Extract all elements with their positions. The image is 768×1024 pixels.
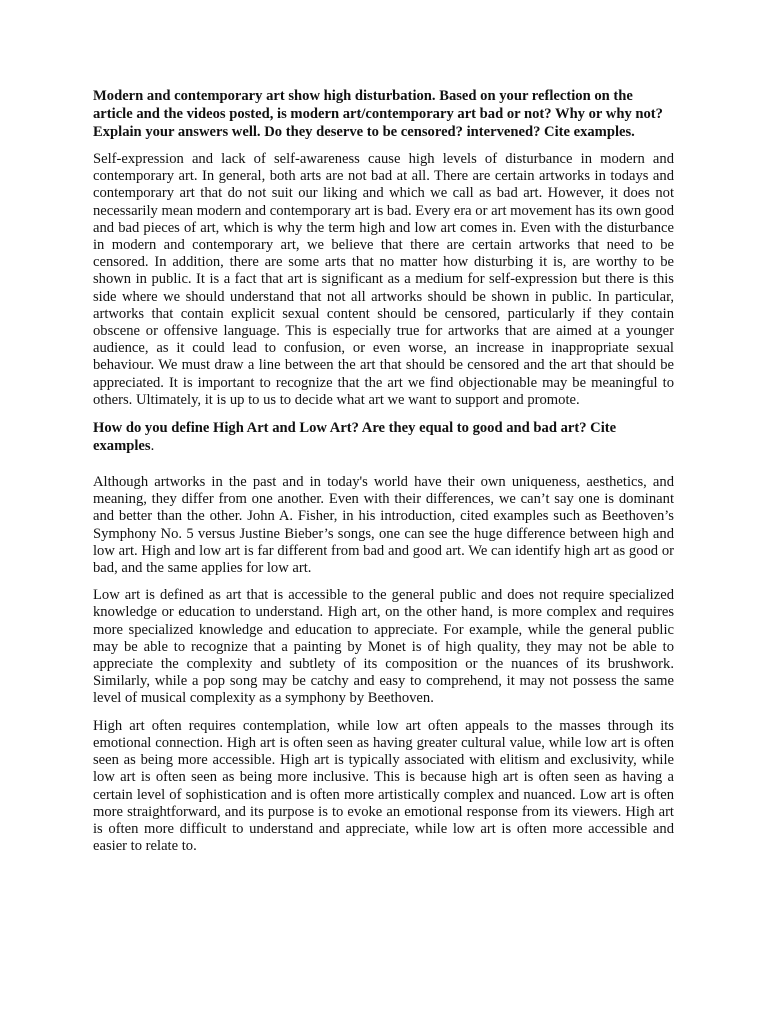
question-1: Modern and contemporary art show high disturbation. Based on your reflection on the article and the videos posted, is modern art/contemporary art bad or not? Why or why not? Explain your answers well. Do they deserve to be censored? intervened? Cite examples. — [93, 88, 663, 140]
answer-2-paragraph-2: Low art is defined as art that is accessible to the general public and does not require specialized knowledge or education to understand. High art, on the other hand, is more complex and requires more specialized knowledge and education to appreciate. For example, while the general public may be able to recognize that a painting by Monet is of high quality, they may not be able to appreciate the complexity and subtlety of its composition or the nuances of its brushwork. Similarly, while a pop song may be catchy and easy to comprehend, it may not possess the same level of musical complexity as a symphony by Beethoven. — [93, 587, 674, 707]
answer-2-paragraph-3: High art often requires contemplation, while low art often appeals to the masses through its emotional connection. High art is often seen as having greater cultural value, while low art is often seen as being more accessible. High art is typically associated with elitism and exclusivity, while low art is often seen as being more inclusive. This is because high art is often seen as having a certain level of sophistication and is often more artistically complex and nuanced. Low art is often more straightforward, and its purpose is to evoke an emotional response from its viewers. High art is often more difficult to understand and appreciate, while low art is often more accessible and easier to relate to. — [93, 717, 674, 855]
answer-2-paragraph-1: Although artworks in the past and in today's world have their own uniqueness, aesthetics, and meaning, they differ from one another. Even with their differences, we can’t say one is dominant and better than the other. John A. Fisher, in his introduction, cited examples such as Beethoven’s Symphony No. 5 versus Justine Bieber’s songs, one can see the huge difference between high and low art. High and low art is far different from bad and good art. We can identify high art as good or bad, and the same applies for low art. — [93, 474, 674, 577]
answer-1: Self-expression and lack of self-awareness cause high levels of disturbance in modern and contemporary art. In general, both arts are not bad at all. There are certain artworks in todays and contemporary art that do not suit our liking and which we call as bad art. However, it does not necessarily mean modern and contemporary art is bad. Every era or art movement has its own good and bad pieces of art, which is why the term high and low art comes in. Even with the disturbance in modern and contemporary art, we believe that there are certain artworks that need to be censored. In addition, there are some arts that no matter how disturbing it is, are worthy to be shown in public. It is a fact that art is significant as a medium for self-expression but there is this side where we should understand that not all artworks should be shown in public. In particular, artworks that contain explicit sexual content should be censored, particularly if they contain obscene or offensive language. This is especially true for artworks that are aimed at a younger audience, as it could lead to confusion, or even worse, an increase in inappropriate sexual behaviour. We must draw a line between the art that should be censored and the art that should be appreciated. It is important to recognize that the art we find objectionable may be meaningful to others. Ultimately, it is up to us to decide what art we want to support and promote. — [93, 151, 674, 408]
document-page — [93, 87, 674, 865]
question-2 — [93, 419, 674, 455]
question-2-tail: . — [150, 438, 155, 455]
question-2-text: How do you define High Art and Low Art? Are they equal to good and bad art? Cite examples — [93, 420, 617, 455]
